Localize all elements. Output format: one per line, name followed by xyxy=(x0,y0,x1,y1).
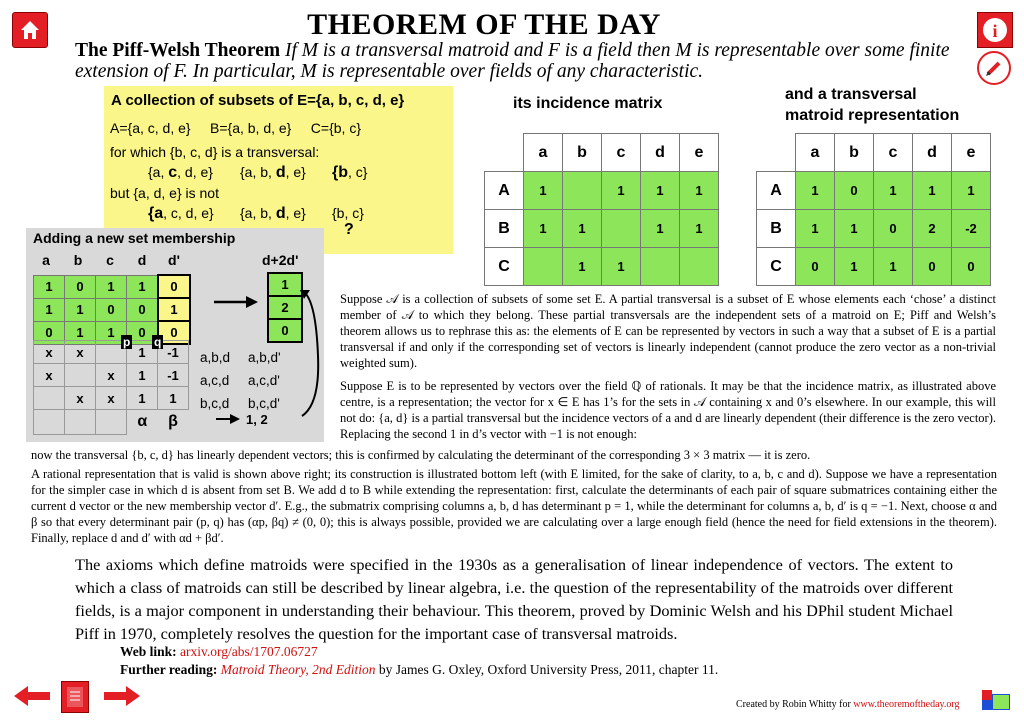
matrix-cell: 1 xyxy=(563,248,602,286)
matrix-cell: 1 xyxy=(563,210,602,248)
matrix-cell: 1 xyxy=(680,172,719,210)
matrix-cell: 0 xyxy=(913,248,952,286)
table-row: 0 xyxy=(268,319,302,342)
row-header: B xyxy=(757,210,796,248)
matrix-cell: 0 xyxy=(874,210,913,248)
site-link[interactable]: www.theoremoftheday.org xyxy=(853,699,960,710)
table-row: x x 1 1 xyxy=(34,387,189,410)
result-heading: d+2d' xyxy=(262,252,299,268)
theorem-text: If M is a transversal matroid and F is a field then M is representable over some finite extension of F. In particular, M is representable over fields of any characteristic. xyxy=(75,40,950,82)
row-header: C xyxy=(757,248,796,286)
matrix-cell: 1 xyxy=(524,172,563,210)
p-label: p xyxy=(123,335,131,349)
right-arrow-icon xyxy=(216,412,240,430)
table-row xyxy=(757,210,991,248)
table-row xyxy=(485,172,719,210)
further-reading-label: Further reading: xyxy=(120,662,218,677)
submatrix-labels-right: a,b,d' a,c,d' b,c,d' xyxy=(248,350,281,411)
sets-line: A={a, c, d, e} B={a, b, d, e} C={b, c} xyxy=(110,120,362,136)
matrix-cell: 1 xyxy=(602,248,641,286)
table-row: x x p 1 q -1 xyxy=(34,341,189,364)
adding-x-matrix xyxy=(33,335,189,435)
row-header: C xyxy=(485,248,524,286)
table-row: 1 1 0 0 1 xyxy=(34,298,191,321)
matrix-cell: 2 xyxy=(913,210,952,248)
beta-label: β xyxy=(168,413,178,431)
incidence-heading: its incidence matrix xyxy=(513,95,663,112)
matrix-cell: 1 xyxy=(641,210,680,248)
table-row xyxy=(757,172,991,210)
matrix-cell: 1 xyxy=(602,172,641,210)
matrix-cell: 1 xyxy=(680,210,719,248)
incidence-matrix xyxy=(484,133,719,286)
collection-heading: A collection of subsets of E={a, b, c, d, e} xyxy=(111,92,405,109)
transversal-set-a: {a, c, d, e} xyxy=(148,164,213,181)
alpha-label: α xyxy=(137,413,148,431)
question-mark: ? xyxy=(344,221,354,238)
matrix-cell: 1 xyxy=(524,210,563,248)
table-row: 2 xyxy=(268,296,302,319)
next-arrow-icon[interactable] xyxy=(104,686,140,710)
col-header: e xyxy=(952,134,991,172)
matrix-cell: 1 xyxy=(835,210,874,248)
representation-matrix xyxy=(756,133,991,286)
for-which-line: for which {b, c, d} is a transversal: xyxy=(110,144,320,160)
web-link[interactable]: arxiv.org/abs/1707.06727 xyxy=(180,644,318,659)
index-icon[interactable] xyxy=(61,681,89,713)
matrix-cell xyxy=(524,248,563,286)
col-header: e xyxy=(680,134,719,172)
curved-arrow-icon xyxy=(298,286,324,431)
matrix-cell xyxy=(641,248,680,286)
paragraph-2b: now the transversal {b, c, d} has linearly dependent vectors; this is confirmed by calculating the determinant of the corresponding 3 × 3 matrix — it is zero. xyxy=(31,448,811,462)
prev-arrow-icon[interactable] xyxy=(14,686,50,710)
matrix-cell: 0 xyxy=(796,248,835,286)
matrix-cell: 1 xyxy=(952,172,991,210)
theorem-statement xyxy=(75,40,955,82)
page-title: THEOREM OF THE DAY xyxy=(307,8,661,41)
links-block xyxy=(120,643,718,679)
paragraph-1: Suppose 𝒜 is a collection of subsets of some set E. A partial transversal is a subset of E whose elements each ‘chose’ a distinct member of 𝒜 to which they belong. These partial transversals are the independent sets of a matroid on E; Piff and Welsh’s theorem allows us to rephrase this as: the elements of E can be represented by vectors in such a way that a subset of E is a partial transversal if and only if the corresponding set of vectors is linearly independent (cannot produce the zero vector as a non-trivial weighted sum). xyxy=(340,292,996,370)
col-header: d xyxy=(913,134,952,172)
credit-line: Created by Robin Whitty for www.theoremoftheday.org xyxy=(736,699,960,710)
matrix-cell: 0 xyxy=(952,248,991,286)
but-line: but {a, d, e} is not xyxy=(110,185,219,201)
theorem-name: The Piff-Welsh Theorem xyxy=(75,40,281,61)
non-transversal-set-a: {a, c, d, e} xyxy=(148,205,214,222)
col-header: b xyxy=(563,134,602,172)
matrix-cell xyxy=(563,172,602,210)
table-row: x x 1 -1 xyxy=(34,364,189,387)
table-row: 0 1 1 0 0 xyxy=(34,321,191,344)
matrix-cell: 1 xyxy=(641,172,680,210)
col-header: d xyxy=(641,134,680,172)
paragraph-3: A rational representation that is valid is shown above right; its construction is illustrated bottom left (with E limited, for the sake of clarity, to a, b, c and d). Suppose we have a representation for the simpler case in which d is absent from set B. We add d to B while extending the representation: first, calculate the determinants of each pair of square submatrices containing either the current d vector or the new membership vector d′. E.g., the submatrix comprising columns a, b, d has determinant p = 1, while the determinant for columns a, b, d′ is q = −1. Next, choose α and β so that every determinant pair (p, q) has (αp, βq) ≠ (0, 0); this is always possible, provided we are calculating over a large enough field (hence the need for field extensions in the theorem). Finally, replace d and d′ with αd + βd′. xyxy=(31,467,997,545)
web-link-label: Web link: xyxy=(120,644,177,659)
adding-col-headers: a b c d d' xyxy=(42,252,180,268)
col-header: c xyxy=(874,134,913,172)
further-reading-rest: by James G. Oxley, Oxford University Press, 2011, chapter 11. xyxy=(375,662,719,677)
table-row xyxy=(485,210,719,248)
non-transversal-set-c: {b, c} xyxy=(332,205,364,221)
further-reading-link[interactable]: Matroid Theory, 2nd Edition xyxy=(220,662,376,677)
col-header: c xyxy=(602,134,641,172)
representation-heading: and a transversal matroid representation xyxy=(785,86,960,124)
transversal-set-c: {b, c} xyxy=(332,164,368,181)
info-icon[interactable] xyxy=(977,12,1013,48)
matrix-cell: -2 xyxy=(952,210,991,248)
row-header: A xyxy=(485,172,524,210)
table-row: 1 xyxy=(268,273,302,296)
choice-label: 1, 2 xyxy=(246,412,268,427)
svg-text:i: i xyxy=(992,21,998,41)
matrix-cell: 1 xyxy=(874,172,913,210)
matrix-cell: 1 xyxy=(796,210,835,248)
adding-top-matrix xyxy=(33,274,191,345)
col-header: b xyxy=(835,134,874,172)
table-row: 1 0 1 1 0 xyxy=(34,275,191,298)
q-label: q xyxy=(154,335,162,349)
submatrix-labels-left: a,b,d a,c,d b,c,d xyxy=(200,350,231,411)
paragraph-2a: Suppose E is to be represented by vectors over the field ℚ of rationals. It may be that the incidence matrix, as illustrated above centre, is a representation; the vector for x ∈ E has 1’s for the sets in 𝒜 containing x and 0’s elsewhere. In our example, this will not do: {a, d} is a partial transversal but the incidence vectors of a and d are linearly dependent (their difference is the zero vector). Replacing the second 1 in d’s vector with −1 is not enough: xyxy=(340,379,996,441)
row-header: B xyxy=(485,210,524,248)
matrix-cell: 1 xyxy=(796,172,835,210)
transversal-set-b: {a, b, d, e} xyxy=(240,164,306,181)
table-row xyxy=(485,248,719,286)
matrix-cell xyxy=(602,210,641,248)
col-header: a xyxy=(796,134,835,172)
row-header: A xyxy=(757,172,796,210)
matrix-cell: 1 xyxy=(835,248,874,286)
adding-heading: Adding a new set membership xyxy=(33,230,236,246)
matrix-cell: 0 xyxy=(835,172,874,210)
table-row xyxy=(757,248,991,286)
right-arrow-icon xyxy=(214,294,258,315)
non-transversal-set-b: {a, b, d, e} xyxy=(240,205,306,222)
paragraph-4: The axioms which define matroids were specified in the 1930s as a generalisation of linear independence of vectors. The extent to which a class of matroids can still be described by linear algebra, i.e. the question of the representability of the matroids over different fields, is a major component in understanding their behaviour. This theorem, proved by Dominic Welsh and his DPhil student Michael Piff in 1970, completely resolves the question for the important case of transversal matroids. xyxy=(75,555,953,643)
matrix-cell: 1 xyxy=(874,248,913,286)
matrix-cell xyxy=(680,248,719,286)
matrix-cell: 1 xyxy=(913,172,952,210)
adding-membership-panel xyxy=(26,228,324,442)
pen-icon[interactable] xyxy=(977,51,1011,85)
page-badge-icon xyxy=(982,690,1012,716)
col-header: a xyxy=(524,134,563,172)
